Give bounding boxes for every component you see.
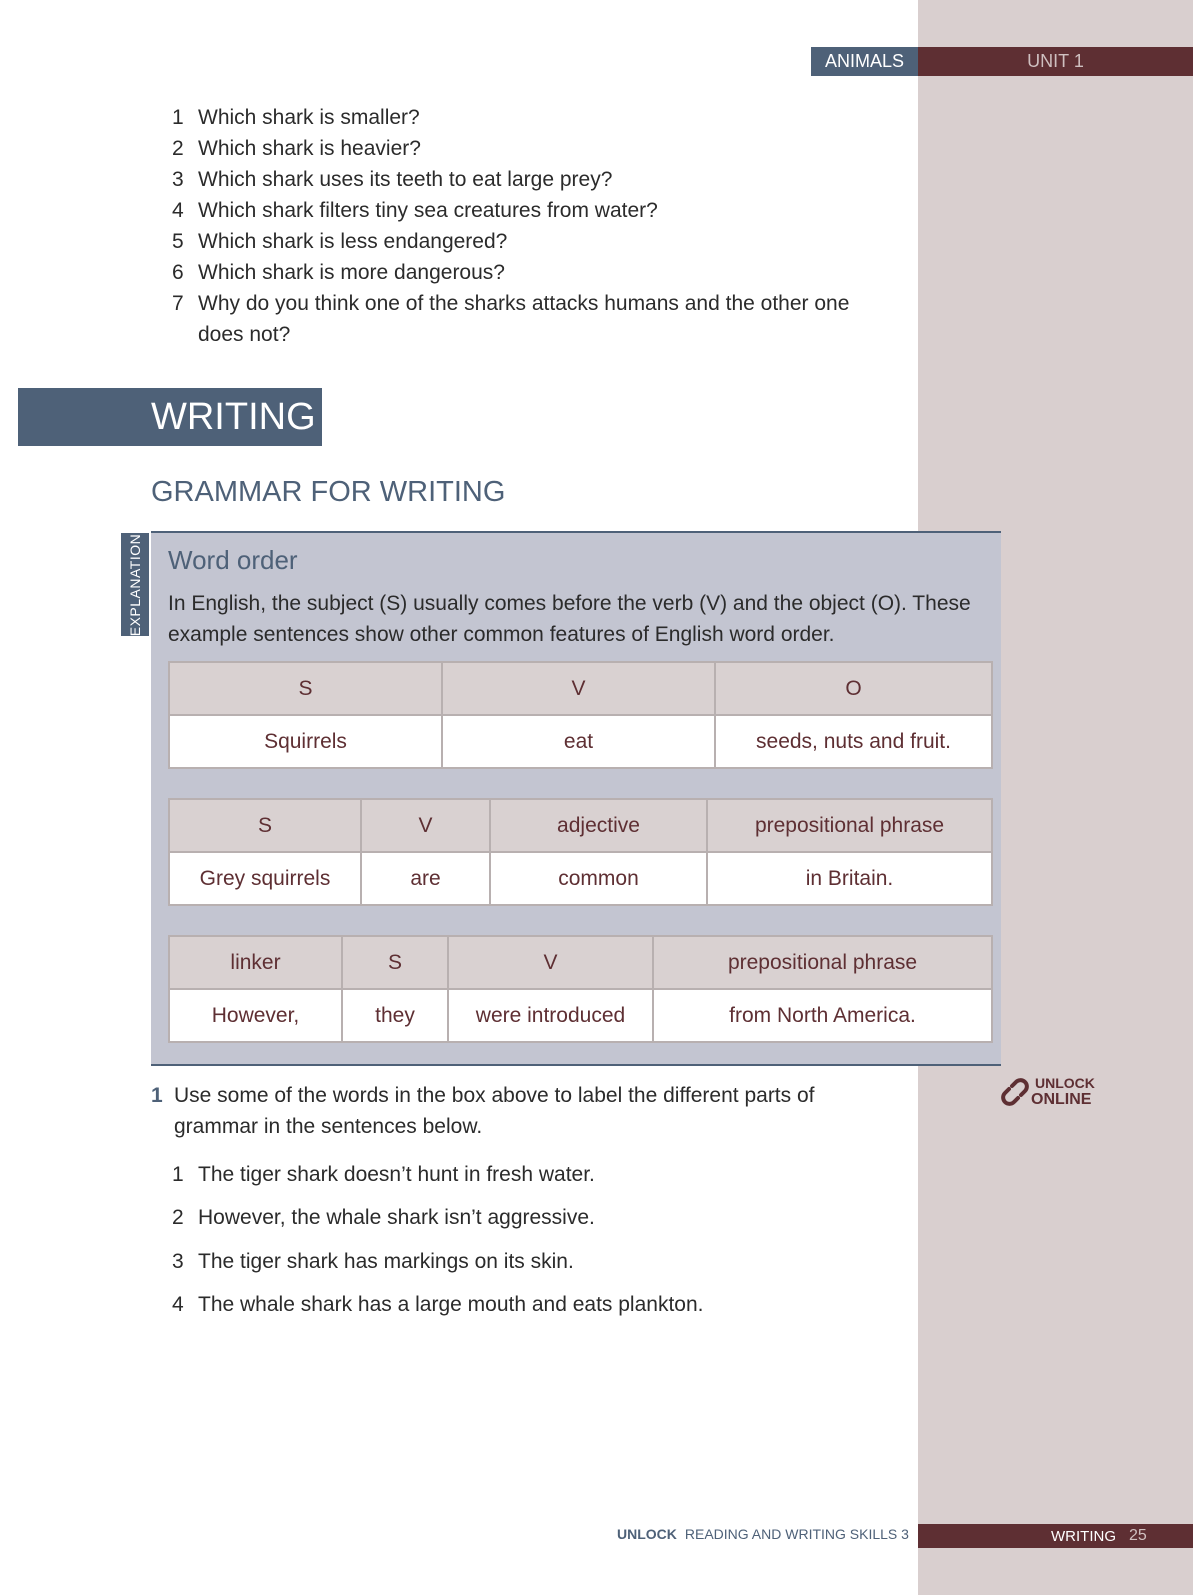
table-header-cell: S <box>169 799 361 852</box>
table-header-row <box>169 799 992 852</box>
list-item: 3 The tiger shark has markings on its skin. <box>172 1249 574 1273</box>
table-row <box>169 715 992 768</box>
footer-brand: UNLOCK <box>617 1526 677 1542</box>
explanation-tab: EXPLANATION <box>121 533 149 636</box>
table-cell: they <box>342 989 448 1042</box>
list-item: 5 Which shark is less endangered? <box>172 230 508 253</box>
table-cell: eat <box>442 715 715 768</box>
link-icon <box>998 1076 1032 1108</box>
list-item: 4 Which shark filters tiny sea creatures from water? <box>172 199 658 222</box>
unit-tab: UNIT 1 <box>918 47 1193 76</box>
list-item: 1 Which shark is smaller? <box>172 106 420 129</box>
online-label: ONLINE <box>1031 1091 1092 1108</box>
list-item: 4 The whale shark has a large mouth and eats plankton. <box>172 1292 704 1316</box>
table-cell: However, <box>169 989 342 1042</box>
table-row <box>169 852 992 905</box>
table-header-cell: S <box>169 662 442 715</box>
list-item: 7 Why do you think one of the sharks attacks humans and the other one does not? <box>172 292 850 346</box>
task-text: Use some of the words in the box above to label the different parts of grammar in the sentences below. <box>174 1084 815 1138</box>
page-number: 25 <box>1129 1527 1147 1544</box>
table-cell: from North America. <box>653 989 992 1042</box>
table-cell: Grey squirrels <box>169 852 361 905</box>
table-cell: in Britain. <box>707 852 992 905</box>
subsection-title: GRAMMAR FOR WRITING <box>151 476 506 508</box>
table-header-cell: V <box>361 799 490 852</box>
table-header-cell: O <box>715 662 992 715</box>
unlock-label: UNLOCK <box>1035 1075 1095 1091</box>
grammar-table-2 <box>168 798 993 906</box>
table-cell: were introduced <box>448 989 653 1042</box>
table-cell: are <box>361 852 490 905</box>
table-header-row <box>169 662 992 715</box>
list-item: 6 Which shark is more dangerous? <box>172 261 505 284</box>
footer-book: READING AND WRITING SKILLS 3 <box>684 1526 909 1542</box>
table-row <box>169 989 992 1042</box>
table-cell: Squirrels <box>169 715 442 768</box>
table-header-cell: V <box>442 662 715 715</box>
unlock-online-badge[interactable] <box>998 1074 1108 1110</box>
explanation-text: In English, the subject (S) usually comes before the verb (V) and the object (O). These example sentences show other common features of English word order. <box>168 592 971 646</box>
question-list <box>172 102 892 350</box>
task-number: 1 <box>151 1084 163 1107</box>
section-title: WRITING <box>151 396 316 438</box>
sentence-list <box>172 1163 703 1336</box>
table-cell: common <box>490 852 707 905</box>
table-header-row <box>169 936 992 989</box>
table-header-cell: adjective <box>490 799 707 852</box>
footer-bar <box>918 1524 1193 1548</box>
table-header-cell: linker <box>169 936 342 989</box>
footer-section: WRITING <box>1051 1528 1116 1545</box>
table-header-cell: S <box>342 936 448 989</box>
task-instruction <box>151 1080 891 1142</box>
table-header-cell: prepositional phrase <box>707 799 992 852</box>
list-item: 2 However, the whale shark isn’t aggressive. <box>172 1206 595 1230</box>
footer-book-title <box>617 1526 909 1542</box>
list-item: 1 The tiger shark doesn’t hunt in fresh water. <box>172 1163 595 1186</box>
list-item: 2 Which shark is heavier? <box>172 137 421 160</box>
table-cell: seeds, nuts and fruit. <box>715 715 992 768</box>
table-header-cell: V <box>448 936 653 989</box>
explanation-title: Word order <box>168 545 298 575</box>
grammar-table-1 <box>168 661 993 769</box>
grammar-table-3 <box>168 935 993 1043</box>
table-header-cell: prepositional phrase <box>653 936 992 989</box>
list-item: 3 Which shark uses its teeth to eat large prey? <box>172 168 613 191</box>
chapter-tab: ANIMALS <box>811 47 918 76</box>
